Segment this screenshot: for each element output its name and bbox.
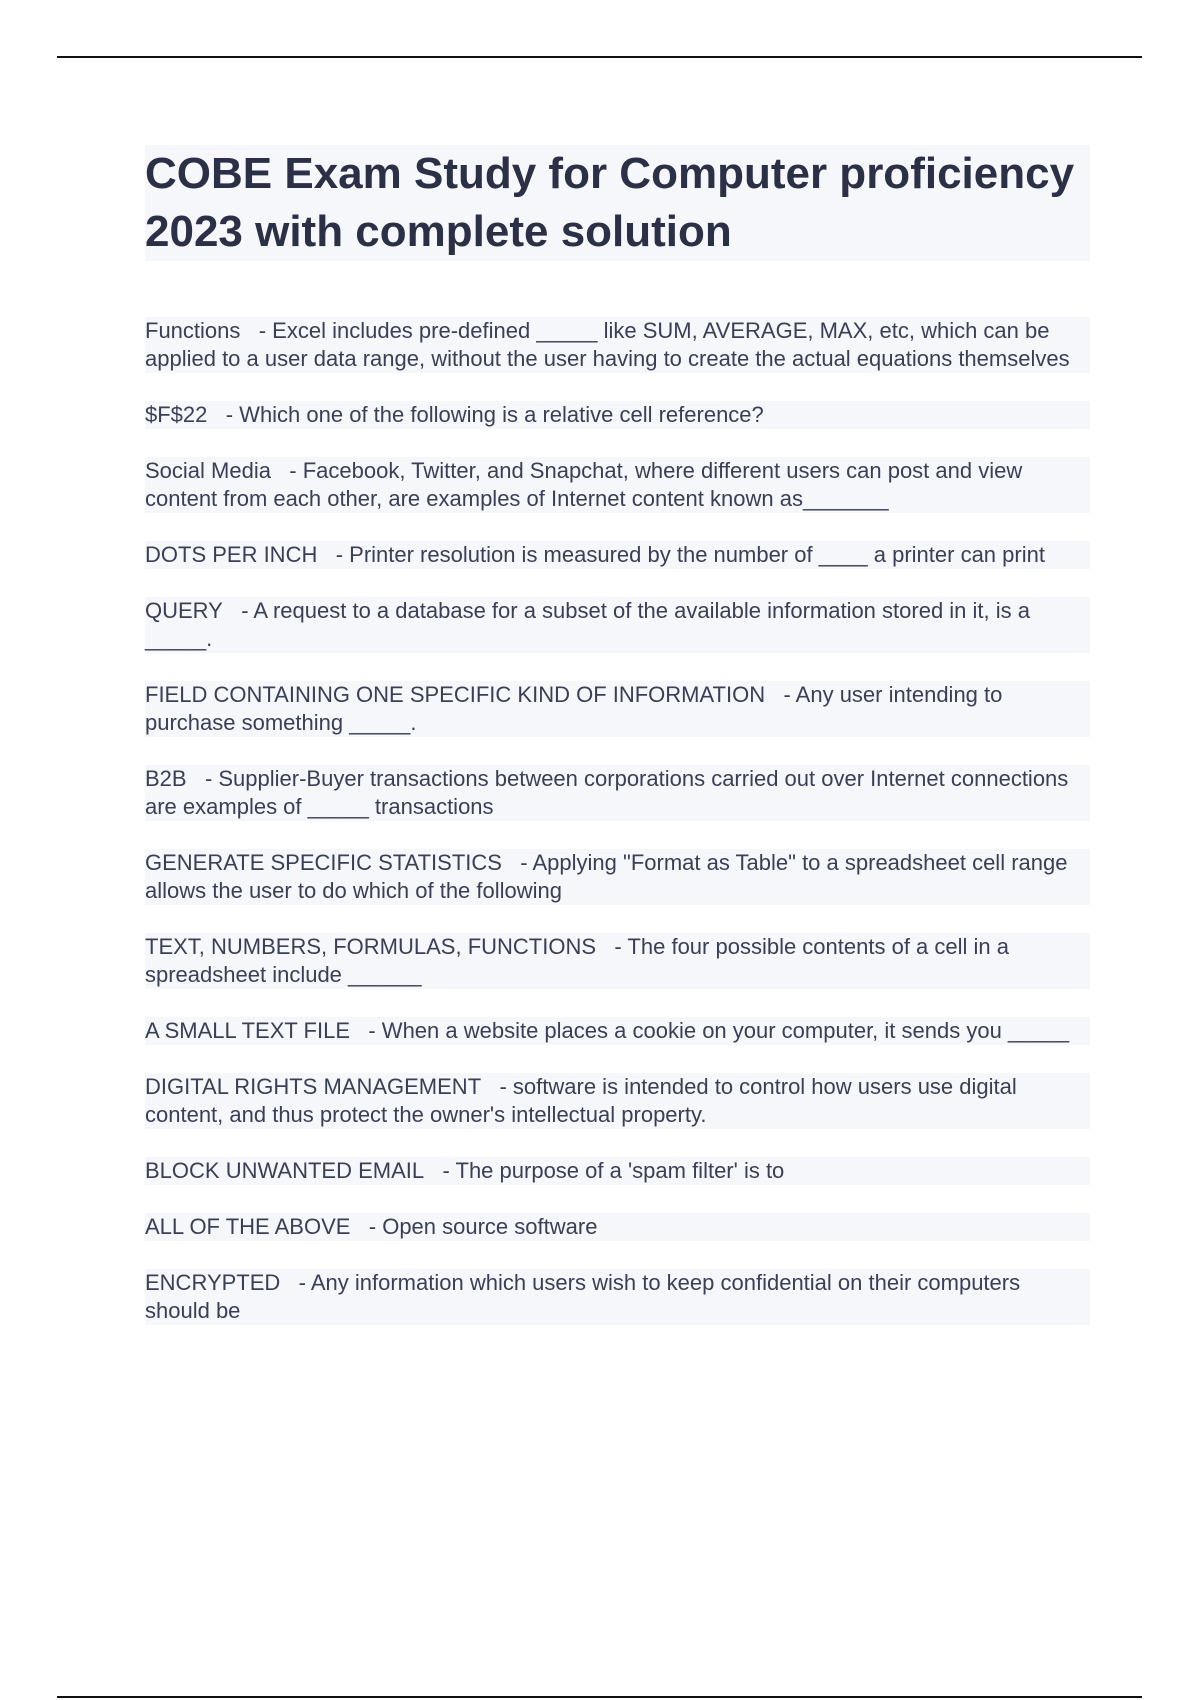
entry [145,849,1090,905]
entry-term: TEXT, NUMBERS, FORMULAS, FUNCTIONS [145,934,597,959]
entry-definition: - Open source software [368,1214,598,1239]
bottom-rule [57,1696,1142,1698]
entry-definition: - Facebook, Twitter, and Snapchat, where different users can post and view content from each other, are examples of Internet content known as_______ [145,458,1023,511]
entry-definition: - Any information which users wish to keep confidential on their computers should be [145,1270,1021,1323]
entry-term: DOTS PER INCH [145,542,318,567]
entry [145,1017,1090,1045]
entry [145,457,1090,513]
entry-list [145,317,1090,1325]
document-body [145,145,1090,1353]
entry [145,1213,1090,1241]
entry-definition: - Which one of the following is a relative cell reference? [225,402,764,427]
entry-term: $F$22 [145,402,208,427]
entry-term: FIELD CONTAINING ONE SPECIFIC KIND OF INFORMATION [145,682,766,707]
entry-term: DIGITAL RIGHTS MANAGEMENT [145,1074,482,1099]
entry [145,1269,1090,1325]
entry-definition: - A request to a database for a subset of the available information stored in it, is a _____. [145,598,1030,651]
entry-definition: - The four possible contents of a cell in a spreadsheet include ______ [145,934,1009,987]
entry-definition: - When a website places a cookie on your computer, it sends you _____ [368,1018,1070,1043]
entry-term: QUERY [145,598,223,623]
entry [145,765,1090,821]
entry-definition: - Any user intending to purchase something _____. [145,682,1003,735]
document-title: COBE Exam Study for Computer proficiency 2023 with complete solution [145,145,1090,261]
entry-term: Social Media [145,458,271,483]
entry-definition: - Excel includes pre-defined _____ like SUM, AVERAGE, MAX, etc, which can be applied to a user data range, without the user having to create the actual equations themselves [145,318,1070,371]
entry [145,1157,1090,1185]
entry [145,541,1090,569]
entry [145,681,1090,737]
entry-definition: - Printer resolution is measured by the number of ____ a printer can print [335,542,1045,567]
entry-definition: - The purpose of a 'spam filter' is to [442,1158,785,1183]
entry-term: GENERATE SPECIFIC STATISTICS [145,850,502,875]
entry-term: ENCRYPTED [145,1270,281,1295]
entry-term: Functions [145,318,241,343]
entry [145,401,1090,429]
entry-definition: - software is intended to control how users use digital content, and thus protect the owner's intellectual property. [145,1074,1017,1127]
top-rule [57,56,1142,58]
entry [145,1073,1090,1129]
entry-term: B2B [145,766,187,791]
entry-definition: - Applying "Format as Table" to a spreadsheet cell range allows the user to do which of the following [145,850,1068,903]
entry-term: A SMALL TEXT FILE [145,1018,351,1043]
entry [145,597,1090,653]
entry-term: ALL OF THE ABOVE [145,1214,351,1239]
entry-definition: - Supplier-Buyer transactions between corporations carried out over Internet connections are examples of _____ transactions [145,766,1069,819]
entry-term: BLOCK UNWANTED EMAIL [145,1158,425,1183]
entry [145,317,1090,373]
entry [145,933,1090,989]
